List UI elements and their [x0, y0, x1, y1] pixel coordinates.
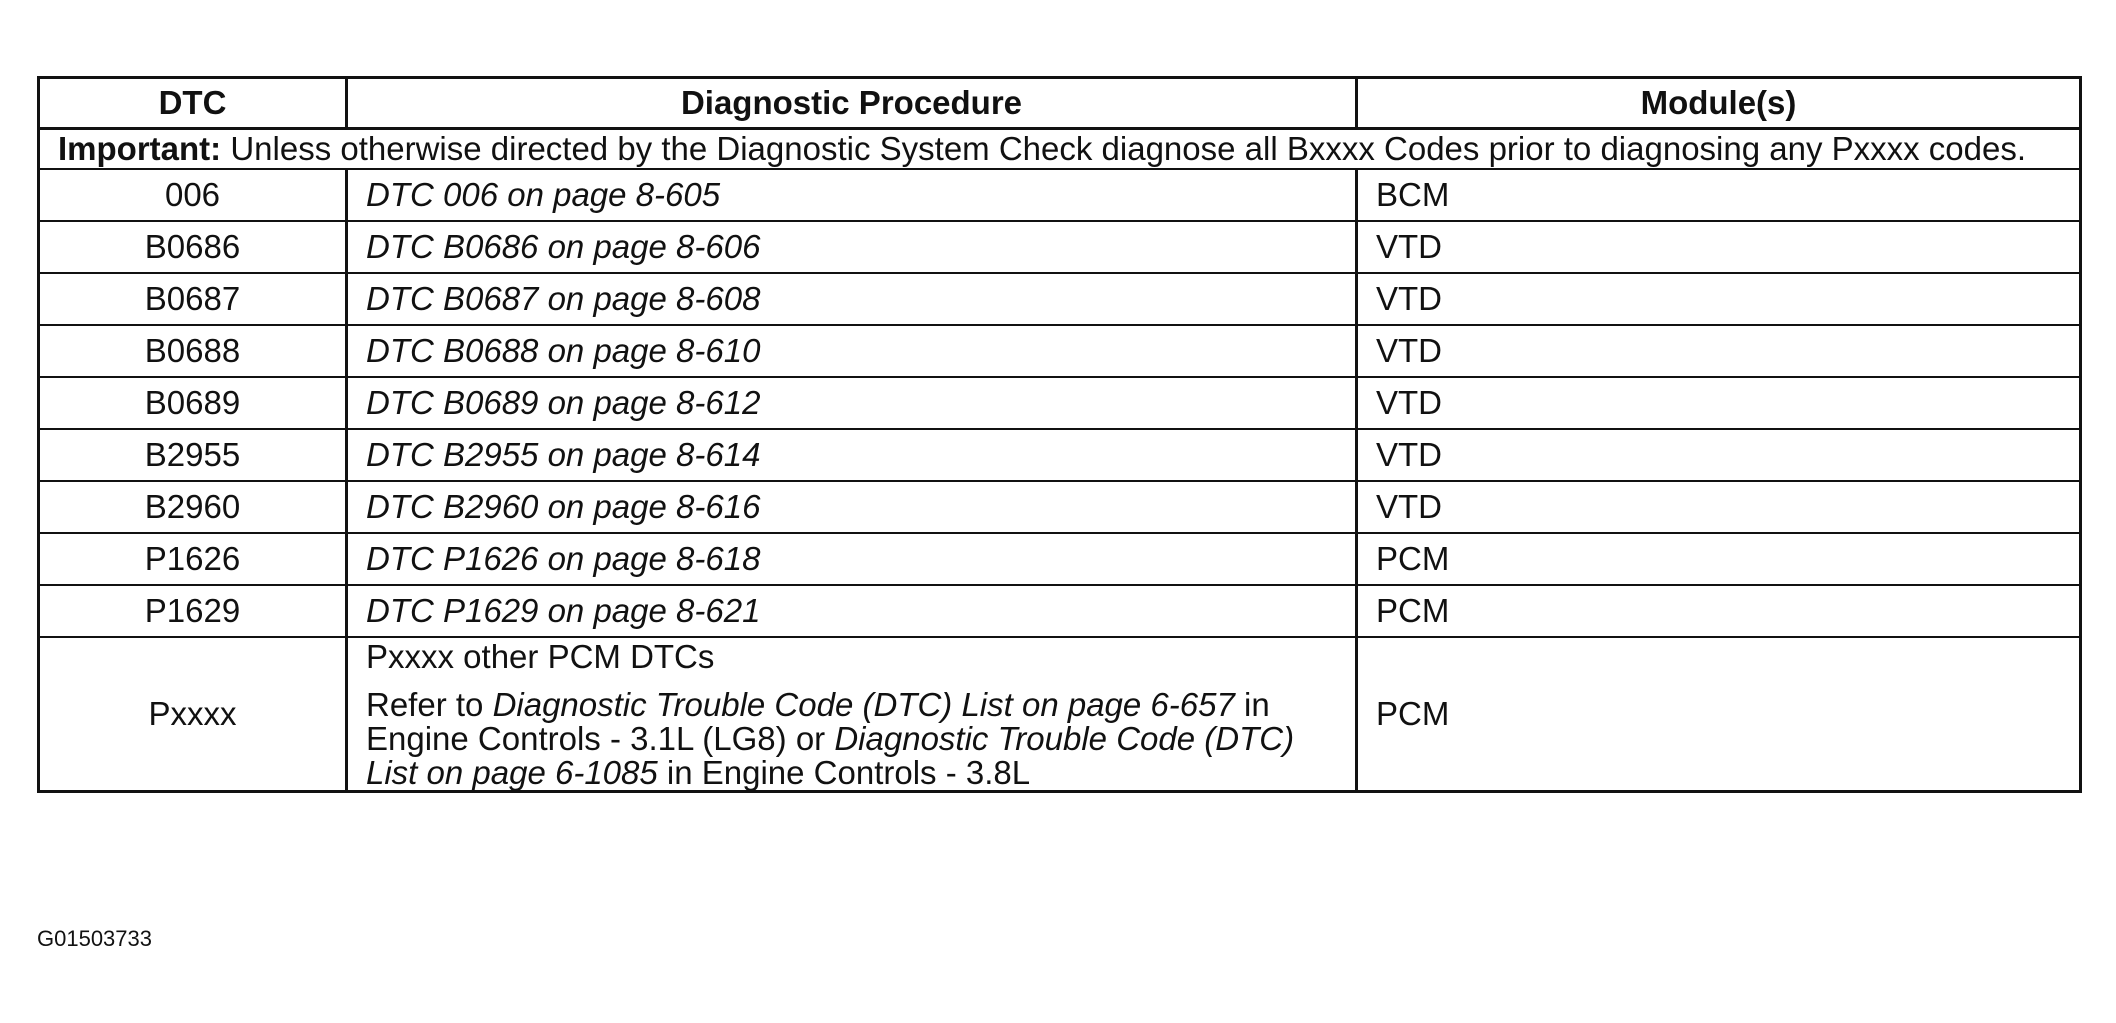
header-row: [39, 78, 2081, 129]
important-text: Unless otherwise directed by the Diagnostic System Check diagnose all Bxxxx Codes prior to diagnosing any Pxxxx codes.: [221, 130, 2027, 167]
dtc-list-link-3-1l[interactable]: Diagnostic Trouble Code (DTC) List on page 6-657: [492, 686, 1235, 723]
module-name: VTD: [1357, 377, 2081, 429]
header-diagnostic-procedure: Diagnostic Procedure: [347, 78, 1357, 129]
procedure-line: Pxxxx other PCM DTCs: [366, 638, 715, 675]
procedure-link[interactable]: DTC B2960 on page 8-616: [347, 481, 1357, 533]
dtc-code: B0686: [39, 221, 347, 273]
table-row: [39, 273, 2081, 325]
table-row: [39, 533, 2081, 585]
dtc-code: B2955: [39, 429, 347, 481]
module-name: PCM: [1357, 585, 2081, 637]
module-name: VTD: [1357, 273, 2081, 325]
table-row: [39, 481, 2081, 533]
dtc-code: B2960: [39, 481, 347, 533]
important-label: Important:: [58, 130, 222, 167]
procedure-link[interactable]: DTC P1626 on page 8-618: [347, 533, 1357, 585]
procedure-link[interactable]: DTC B0688 on page 8-610: [347, 325, 1357, 377]
header-dtc: DTC: [39, 78, 347, 129]
module-name: PCM: [1357, 637, 2081, 792]
module-name: PCM: [1357, 533, 2081, 585]
procedure-link[interactable]: DTC B0687 on page 8-608: [347, 273, 1357, 325]
important-note: [39, 129, 2081, 170]
table-row: [39, 377, 2081, 429]
module-name: VTD: [1357, 481, 2081, 533]
refer-prefix: Refer to: [366, 686, 493, 723]
dtc-code: P1629: [39, 585, 347, 637]
table-row: [39, 429, 2081, 481]
module-name: BCM: [1357, 169, 2081, 221]
dtc-code: B0687: [39, 273, 347, 325]
dtc-code: B0688: [39, 325, 347, 377]
dtc-list-link-3-8l[interactable]: Diagnostic Trouble Code (DTC) List on page 6-1085: [366, 720, 1295, 791]
figure-id: G01503733: [37, 926, 152, 951]
procedure-link[interactable]: DTC B0689 on page 8-612: [347, 377, 1357, 429]
module-name: VTD: [1357, 325, 2081, 377]
table-row: [39, 169, 2081, 221]
procedure-link[interactable]: DTC B2955 on page 8-614: [347, 429, 1357, 481]
module-name: VTD: [1357, 429, 2081, 481]
procedure-link[interactable]: DTC 006 on page 8-605: [347, 169, 1357, 221]
table-row: [39, 325, 2081, 377]
refer-end: in Engine Controls - 3.8L: [657, 754, 1031, 791]
procedure-link[interactable]: DTC P1629 on page 8-621: [347, 585, 1357, 637]
dtc-code: Pxxxx: [39, 637, 347, 792]
dtc-code: 006: [39, 169, 347, 221]
refer-mid: in Engine Controls - 3.1L (LG8) or: [366, 686, 1270, 757]
table-row: [39, 637, 2081, 792]
header-modules: Module(s): [1357, 78, 2081, 129]
procedure-link[interactable]: DTC B0686 on page 8-606: [347, 221, 1357, 273]
dtc-table: [37, 76, 2082, 793]
table-row: [39, 221, 2081, 273]
important-note-row: [39, 129, 2081, 170]
dtc-code: B0689: [39, 377, 347, 429]
module-name: VTD: [1357, 221, 2081, 273]
procedure-cell: [347, 637, 1357, 792]
dtc-code: P1626: [39, 533, 347, 585]
table-row: [39, 585, 2081, 637]
procedure-refer: [366, 688, 1337, 790]
